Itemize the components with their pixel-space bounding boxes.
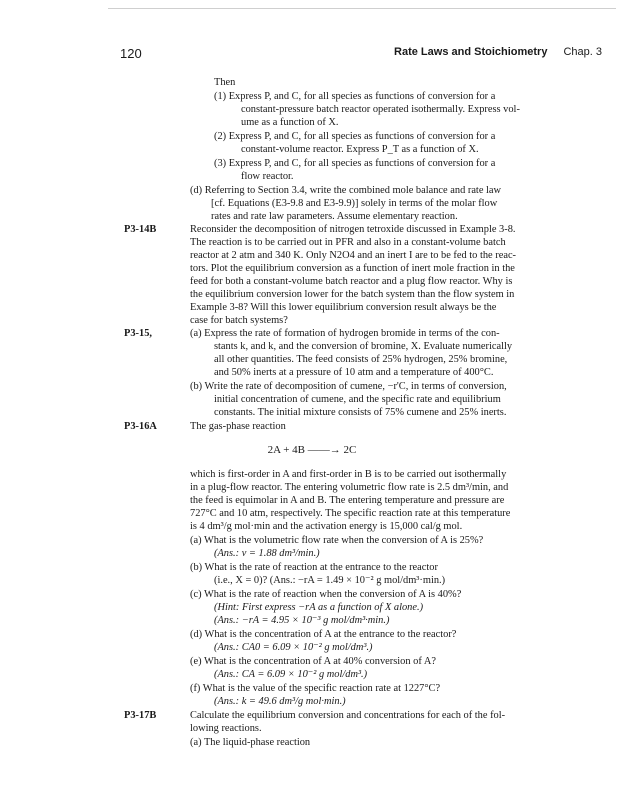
c2-line1: (2) Express P, and C, for all species as functions of conversion for a xyxy=(214,131,496,142)
p3-15a-line: (a) Express the rate of formation of hydrogen bromide in terms of the con- xyxy=(190,328,500,339)
p3-16-label: P3-16A xyxy=(124,421,157,432)
p3-16-body: in a plug-flow reactor. The entering volumetric flow rate is 2.5 dm³/min, and xyxy=(190,482,509,493)
p3-14-label: P3-14B xyxy=(124,224,157,235)
question-e: (e) What is the concentration of A at 40% conversion of A? xyxy=(190,656,436,667)
p3-15a-line: and 50% inerts at a pressure of 10 atm and a temperature of 400°C. xyxy=(214,367,494,378)
question-c: (c) What is the rate of reaction when the conversion of A is 40%? xyxy=(190,589,462,600)
c1-line1: (1) Express P, and C, for all species as functions of conversion for a xyxy=(214,91,496,102)
hint-c: (Hint: First express −rA as a function of X alone.) xyxy=(214,602,424,613)
p3-15a-line: stants k, and k, and the conversion of bromine, X. Evaluate numerically xyxy=(214,341,513,352)
p3-15-label: P3-15, xyxy=(124,328,152,339)
c1-line2: constant-pressure batch reactor operated isothermally. Express vol- xyxy=(241,104,520,115)
p3-15b-line: (b) Write the rate of decomposition of cumene, −r'C, in terms of conversion, xyxy=(190,381,507,392)
page-number: 120 xyxy=(120,46,142,61)
c3-line2: flow reactor. xyxy=(241,171,294,182)
answer-f: (Ans.: k = 49.6 dm³/g mol·min.) xyxy=(214,696,346,707)
question-b: (b) What is the rate of reaction at the entrance to the reactor xyxy=(190,562,438,573)
p3-14-line: tors. Plot the equilibrium conversion as a function of inert mole fraction in the xyxy=(190,263,515,274)
p3-16-intro: The gas-phase reaction xyxy=(190,421,286,432)
p3-14-line: feed for both a constant-volume batch reactor and a plug flow reactor. Why is xyxy=(190,276,513,287)
answer-d: (Ans.: CA0 = 6.09 × 10⁻² g mol/dm³.) xyxy=(214,642,373,653)
p3-14-line: reactor at 2 atm and 340 K. Only N2O4 and an inert I are to be fed to the reac- xyxy=(190,250,517,261)
p3-15a-line: all other quantities. The feed consists of 25% hydrogen, 25% bromine, xyxy=(214,354,508,365)
answer-b: (i.e., X = 0)? (Ans.: −rA = 1.49 × 10⁻² g mol/dm³·min.) xyxy=(214,575,446,586)
p3-17-line: (a) The liquid-phase reaction xyxy=(190,737,311,748)
c2-line2: constant-volume reactor. Express P_T as a function of X. xyxy=(241,144,479,155)
p3-17-line: lowing reactions. xyxy=(190,723,262,734)
chapter-label: Chap. 3 xyxy=(563,46,602,58)
then-text: Then xyxy=(214,77,236,88)
p3-17-line: Calculate the equilibrium conversion and concentrations for each of the fol- xyxy=(190,710,506,721)
p3-17-label: P3-17B xyxy=(124,710,157,721)
p3-14-line: the equilibrium conversion lower for the batch system than the flow system in xyxy=(190,289,515,300)
p3-14-line: case for batch systems? xyxy=(190,315,288,326)
d-line2: [cf. Equations (E3-9.8 and E3-9.9)] solely in terms of the molar flow xyxy=(211,198,498,209)
p3-14-line: The reaction is to be carried out in PFR and also in a constant-volume batch xyxy=(190,237,506,248)
p3-15b-line: initial concentration of cumene, and the specific rate and equilibrium xyxy=(214,394,501,405)
d-line1: (d) Referring to Section 3.4, write the combined mole balance and rate law xyxy=(190,185,502,196)
d-line3: rates and rate law parameters. Assume elementary reaction. xyxy=(211,211,458,222)
p3-14-line: Example 3-8? Will this lower equilibrium conversion result always be the xyxy=(190,302,497,313)
running-title: Rate Laws and Stoichiometry xyxy=(394,46,548,58)
p3-16-body: the feed is equimolar in A and B. The entering temperature and pressure are xyxy=(190,495,505,506)
top-rule xyxy=(108,8,616,9)
running-header xyxy=(394,46,602,58)
answer-e: (Ans.: CA = 6.09 × 10⁻² g mol/dm³.) xyxy=(214,669,368,680)
p3-16-body: 727°C and 10 atm, respectively. The specific reaction rate at this temperature xyxy=(190,508,511,519)
question-d: (d) What is the concentration of A at the entrance to the reactor? xyxy=(190,629,457,640)
p3-15b-line: constants. The initial mixture consists of 75% cumene and 25% inerts. xyxy=(214,407,507,418)
p3-16-body: which is first-order in A and first-order in B is to be carried out isothermally xyxy=(190,469,507,480)
answer-c: (Ans.: −rA = 4.95 × 10⁻³ g mol/dm³·min.) xyxy=(214,615,390,626)
reaction-equation: 2A + 4B ——→ 2C xyxy=(267,444,357,456)
p3-16-body: is 4 dm³/g mol·min and the activation energy is 15,000 cal/g mol. xyxy=(190,521,463,532)
c1-line3: ume as a function of X. xyxy=(241,117,339,128)
question-f: (f) What is the value of the specific reaction rate at 1227°C? xyxy=(190,683,441,694)
c3-line1: (3) Express P, and C, for all species as functions of conversion for a xyxy=(214,158,496,169)
p3-14-line: Reconsider the decomposition of nitrogen tetroxide discussed in Example 3-8. xyxy=(190,224,516,235)
answer-a: (Ans.: v = 1.88 dm³/min.) xyxy=(214,548,320,559)
question-a: (a) What is the volumetric flow rate when the conversion of A is 25%? xyxy=(190,535,484,546)
